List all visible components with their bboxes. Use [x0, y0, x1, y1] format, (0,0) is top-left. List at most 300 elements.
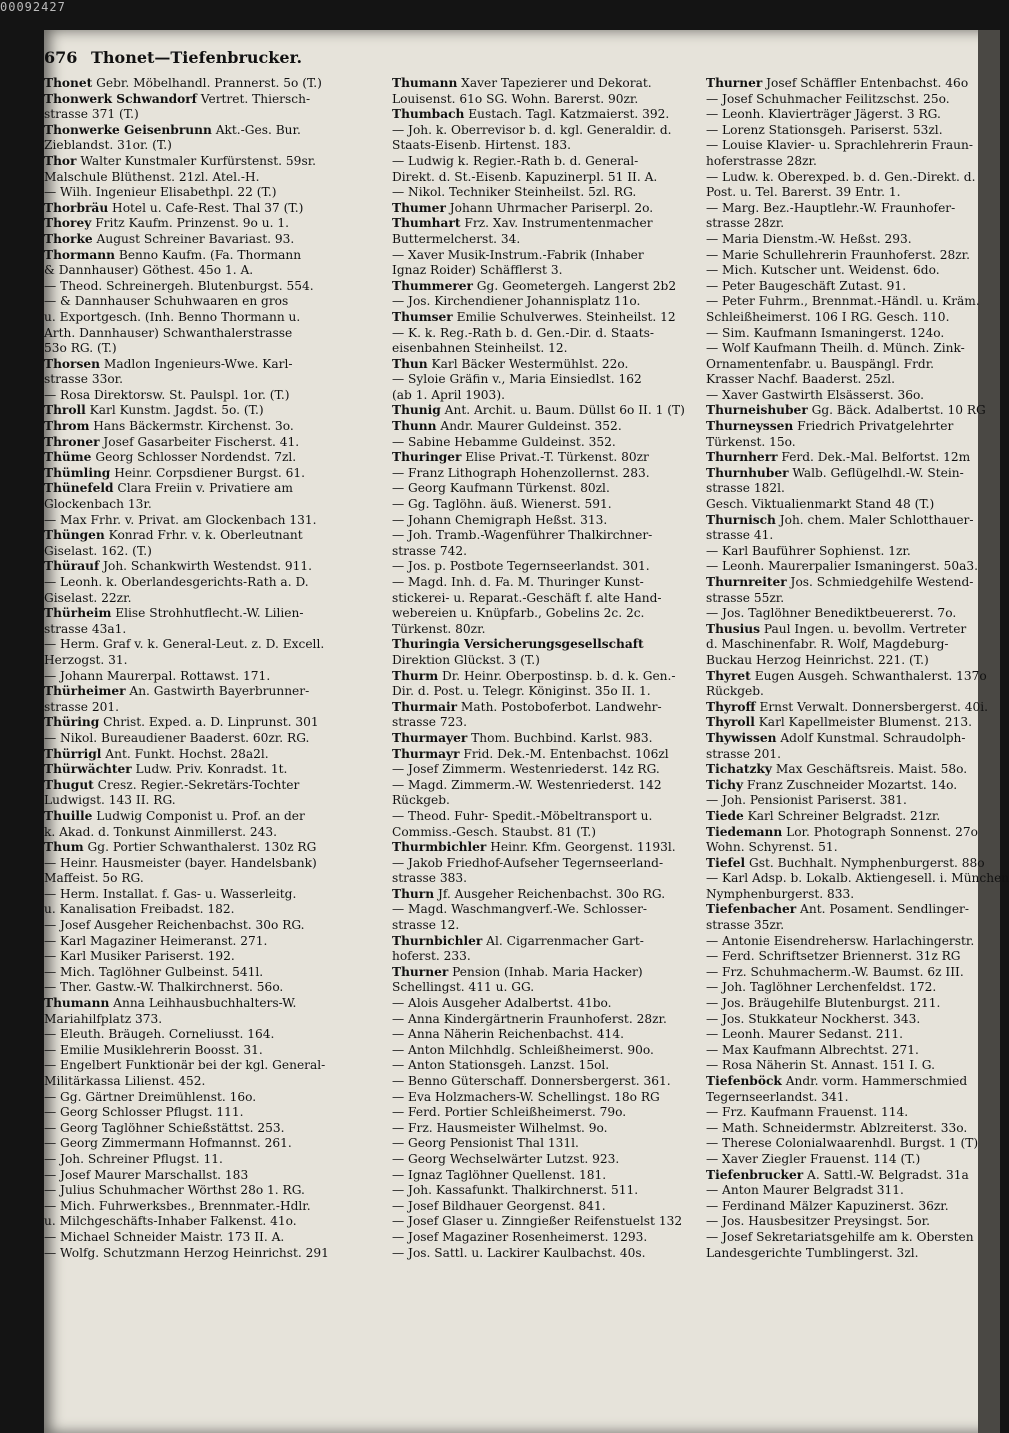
entry-text: eisenbahnen Steinheilst. 12.: [392, 341, 568, 356]
book-edge: [978, 30, 1000, 1433]
directory-line: [706, 107, 964, 123]
directory-line: [44, 216, 384, 232]
directory-line: [392, 263, 700, 279]
directory-line: [392, 107, 700, 123]
entry-text: — Max Frhr. v. Privat. am Glockenbach 131.: [44, 512, 317, 527]
directory-line: [706, 559, 979, 575]
entry-text: Karl Schreiner Belgradst. 21zr.: [743, 808, 941, 823]
directory-line: [44, 606, 384, 622]
directory-line: [44, 232, 384, 248]
directory-line: [706, 949, 964, 965]
directory-line: [706, 1074, 968, 1090]
entry-text: u. Milchgeschäfts-Inhaber Falkenst. 41o.: [44, 1214, 297, 1229]
directory-line: [44, 1105, 384, 1121]
directory-line: [392, 762, 700, 778]
directory-line: [44, 700, 384, 716]
directory-line: [706, 294, 980, 310]
directory-line: [392, 92, 700, 108]
directory-line: [392, 1230, 700, 1246]
directory-line: [706, 201, 964, 217]
entry-surname: Thumbach: [392, 107, 465, 122]
entry-surname: Thurnhuber: [706, 465, 789, 480]
directory-line: [392, 513, 700, 529]
entry-text: Zieblandst. 31or. (T.): [44, 138, 172, 153]
directory-line: [392, 809, 700, 825]
entry-surname: Thurnherr: [706, 450, 778, 465]
directory-line: [392, 357, 700, 373]
directory-line: [392, 419, 700, 435]
directory-line: [392, 435, 700, 451]
entry-text: — & Dannhauser Schuhwaaren en gros: [44, 294, 289, 309]
entry-surname: Thunig: [392, 403, 441, 418]
entry-surname: Thurnisch: [706, 512, 776, 527]
directory-line: [44, 435, 384, 451]
directory-line: [44, 1168, 384, 1184]
entry-surname: Thorbräu: [44, 200, 109, 215]
entry-text: — Joh. Schreiner Pflugst. 11.: [44, 1151, 223, 1166]
entry-surname: Thurner: [392, 964, 449, 979]
entry-text: — Georg Taglöhner Schießstättst. 253.: [44, 1120, 285, 1135]
entry-text: & Dannhauser) Göthest. 45o 1. A.: [44, 263, 254, 278]
directory-line: [706, 403, 986, 419]
directory-line: [392, 825, 700, 841]
directory-line: [706, 326, 964, 342]
directory-line: [392, 715, 700, 731]
entry-text: Dr. Heinr. Oberpostinsp. b. d. k. Gen.-: [438, 668, 676, 683]
entry-text: strasse 28zr.: [706, 216, 785, 231]
entry-text: A. Sattl.-W. Belgradst. 31a: [803, 1167, 969, 1182]
directory-line: [706, 778, 964, 794]
entry-text: — Georg Pensionist Thal 131l.: [392, 1136, 579, 1151]
entry-surname: Thürauf: [44, 559, 100, 574]
directory-line: [44, 1214, 384, 1230]
directory-line: [706, 1152, 964, 1168]
entry-surname: Thurn: [392, 886, 435, 901]
entry-surname: Thumann: [44, 996, 110, 1011]
entry-text: — Anna Näherin Reichenbachst. 414.: [392, 1027, 624, 1042]
entry-text: Gst. Buchhalt. Nymphenburgerst. 88o: [745, 855, 985, 870]
directory-line: [706, 668, 987, 685]
directory-line: [392, 856, 700, 872]
entry-text: Direkt. d. St.-Eisenb. Kapuzinerpl. 51 II. A.: [392, 169, 658, 184]
directory-line: [706, 1090, 964, 1106]
page-number: 676: [44, 48, 78, 67]
entry-text: Ignaz Roider) Schäfflerst 3.: [392, 263, 563, 278]
directory-line: [392, 450, 700, 466]
directory-line: [44, 949, 384, 965]
directory-line: [392, 372, 700, 388]
entry-surname: Tiefel: [706, 855, 746, 870]
entry-text: Ludwigst. 143 II. RG.: [44, 793, 176, 808]
directory-line: [392, 1090, 700, 1106]
entry-text: Lor. Photograph Sonnenst. 27o: [782, 824, 979, 839]
entry-text: — Josef Sekretariatsgehilfe am k. Obersten: [706, 1229, 974, 1244]
directory-line: [44, 403, 384, 419]
directory-line: [392, 528, 700, 544]
directory-line: [44, 793, 384, 809]
entry-text: Josef Gasarbeiter Fischerst. 41.: [99, 434, 300, 449]
directory-line: [392, 1214, 700, 1230]
directory-line: [392, 1152, 700, 1168]
entry-text: — Ludwig k. Regier.-Rath b. d. General-: [392, 153, 639, 168]
directory-line: [392, 887, 700, 903]
directory-line: [44, 591, 384, 607]
entry-text: — Nikol. Bureaudiener Baaderst. 60zr. RG.: [44, 730, 310, 745]
entry-text: — Nikol. Techniker Steinheilst. 5zl. RG.: [392, 185, 637, 200]
directory-line: [44, 980, 384, 996]
entry-text: Rückgeb.: [706, 684, 764, 699]
directory-line: [706, 1136, 979, 1152]
directory-line: [706, 653, 964, 669]
entry-text: Landesgerichte Tumblingerst. 3zl.: [706, 1245, 919, 1260]
entry-text: Schellingst. 411 u. GG.: [392, 980, 535, 995]
entry-text: — Johann Maurerpal. Rottawst. 171.: [44, 668, 271, 683]
entry-surname: Thugut: [44, 777, 94, 792]
entry-text: — Mich. Taglöhner Gulbeinst. 541l.: [44, 964, 264, 979]
entry-text: — Marg. Bez.-Hauptlehr.-W. Fraunhofer-: [706, 200, 956, 215]
directory-line: [44, 715, 384, 731]
entry-text: Gebr. Möbelhandl. Prannerst. 5o (T.): [92, 76, 322, 90]
directory-line: [44, 1058, 384, 1074]
directory-line: [392, 326, 700, 342]
entry-text: Nymphenburgerst. 833.: [706, 886, 855, 901]
running-title: Thonet—Tiefenbrucker.: [90, 48, 303, 67]
directory-line: [706, 621, 967, 638]
directory-line: [706, 855, 985, 872]
entry-text: — Magd. Waschmangverf.-We. Schlosser-: [392, 902, 648, 917]
directory-line: [706, 715, 972, 731]
entry-text: — Karl Magaziner Heimeranst. 271.: [44, 933, 268, 948]
entry-text: — Magd. Zimmerm.-W. Westenriederst. 142: [392, 777, 662, 792]
entry-surname: Thurmbichler: [392, 840, 487, 855]
directory-line: [44, 653, 384, 669]
entry-text: Gg. Portier Schwanthalerst. 130z RG: [83, 840, 317, 855]
entry-text: — Joh. Taglöhner Lerchenfeldst. 172.: [706, 980, 937, 995]
directory-line: [392, 1121, 700, 1137]
directory-line: [706, 138, 973, 154]
entry-text: Glockenbach 13r.: [44, 497, 152, 512]
entry-text: — Josef Maurer Marschallst. 183: [44, 1167, 249, 1182]
entry-text: Dir. d. Post. u. Telegr. Königinst. 35o II. 1.: [392, 684, 651, 699]
entry-text: Walb. Geflügelhdl.-W. Stein-: [788, 465, 964, 480]
directory-line: [44, 747, 384, 763]
entry-surname: Thurner: [706, 76, 763, 90]
entry-surname: Thormann: [44, 247, 115, 262]
directory-line: [44, 481, 384, 497]
directory-line: [392, 591, 700, 607]
directory-line: [706, 481, 964, 497]
entry-surname: Thonwerk Schwandorf: [44, 91, 197, 106]
directory-line: [392, 949, 700, 965]
entry-text: — Jakob Friedhof-Aufseher Tegernseerland-: [392, 855, 664, 870]
entry-text: — Frz. Kaufmann Frauenst. 114.: [706, 1105, 909, 1120]
directory-line: [706, 762, 968, 778]
entry-text: Staats-Eisenb. Hirtenst. 183.: [392, 138, 572, 153]
directory-line: [392, 388, 700, 404]
entry-surname: Thum: [44, 840, 84, 855]
directory-line: [44, 934, 384, 950]
directory-line: [706, 357, 964, 373]
directory-line: [392, 341, 700, 357]
directory-line: [706, 747, 964, 763]
entry-text: — Joh. k. Oberrevisor b. d. kgl. Generaldir. d.: [392, 122, 672, 137]
entry-text: Arth. Dannhauser) Schwanthalerstrasse: [44, 325, 293, 340]
entry-text: — Anton Maurer Belgradst 311.: [706, 1183, 904, 1198]
directory-line: [706, 435, 964, 451]
entry-text: Elise Strohhutflecht.-W. Lilien-: [111, 606, 304, 621]
entry-text: Giselast. 22zr.: [44, 590, 132, 605]
directory-line: [706, 840, 964, 856]
entry-surname: Thurmair: [392, 699, 458, 714]
directory-line: [706, 279, 964, 295]
entry-text: Ant. Funkt. Hochst. 28a2l.: [101, 746, 269, 761]
directory-line: [44, 450, 384, 466]
entry-text: hoferstrasse 28zr.: [706, 153, 817, 168]
entry-text: Jos. Schmiedgehilfe Westend-: [786, 575, 974, 589]
entry-surname: Throner: [44, 434, 100, 449]
entry-text: — Anna Kindergärtnerin Fraunhoferst. 28zr.: [392, 1011, 667, 1026]
entry-text: — Jos. Kirchendiener Johannisplatz 11o.: [392, 294, 641, 309]
directory-line: [392, 840, 700, 856]
directory-line: [706, 575, 974, 591]
entry-text: Militärkassa Lilienst. 452.: [44, 1074, 206, 1088]
entry-text: Thom. Buchbind. Karlst. 983.: [467, 730, 653, 745]
entry-text: — Peter Fuhrm., Brennmat.-Händl. u. Kräm.: [706, 294, 980, 309]
directory-line: [392, 76, 700, 92]
entry-surname: Thumser: [392, 309, 453, 324]
entry-text: Joh. chem. Maler Schlotthauer-: [775, 512, 974, 527]
directory-line: [392, 1199, 700, 1215]
entry-text: — Mich. Kutscher unt. Weidenst. 6do.: [706, 263, 940, 278]
entry-surname: Thummerer: [392, 278, 473, 293]
directory-line: [44, 1183, 384, 1199]
directory-line: [44, 513, 384, 529]
directory-line: [392, 544, 700, 560]
entry-text: Max Geschäftsreis. Maist. 58o.: [771, 762, 968, 777]
directory-line: [392, 871, 700, 887]
directory-line: [44, 138, 384, 154]
directory-line: [44, 154, 384, 170]
directory-line: [706, 1120, 968, 1137]
entry-surname: Thor: [44, 153, 77, 168]
entry-text: Pension (Inhab. Maria Hacker): [448, 964, 643, 979]
entry-surname: Tiede: [706, 808, 744, 823]
entry-surname: Thüring: [44, 715, 100, 730]
directory-line: [44, 902, 384, 918]
directory-line: [392, 279, 700, 295]
directory-line: [392, 1136, 700, 1152]
entry-text: Buttermelcherst. 34.: [392, 231, 521, 246]
entry-text: Xaver Tapezierer und Dekorat.: [457, 76, 652, 90]
entry-text: Fritz Kaufm. Prinzenst. 9o u. 1.: [91, 216, 289, 231]
entry-text: — Benno Güterschaff. Donnersbergerst. 361.: [392, 1074, 671, 1088]
entry-text: strasse 33or.: [44, 372, 124, 387]
entry-text: Rückgeb.: [392, 793, 450, 808]
entry-text: — Josef Zimmerm. Westenriederst. 14z RG.: [392, 762, 660, 777]
entry-text: — Ferd. Portier Schleißheimerst. 79o.: [392, 1105, 627, 1120]
entry-surname: Thurmayr: [392, 746, 460, 761]
entry-text: Johann Uhrmacher Pariserpl. 2o.: [445, 200, 654, 215]
entry-text: — Rosa Näherin St. Annast. 151 I. G.: [706, 1058, 935, 1073]
directory-line: [392, 731, 700, 747]
entry-text: — Ignaz Taglöhner Quellenst. 181.: [392, 1167, 607, 1182]
entry-text: — Theod. Fuhr- Spedit.-Möbeltransport u.: [392, 808, 653, 823]
entry-text: — Jos. Stukkateur Nockherst. 343.: [706, 1011, 921, 1026]
directory-line: [44, 731, 384, 747]
entry-text: strasse 55zr.: [706, 590, 785, 605]
entry-text: hoferst. 233.: [392, 949, 471, 964]
directory-line: [392, 902, 700, 918]
entry-text: Emilie Schulverwes. Steinheilst. 12: [452, 309, 676, 324]
directory-line: [44, 1246, 384, 1262]
entry-text: Konrad Frhr. v. k. Oberleutnant: [104, 528, 303, 543]
entry-text: Ant. Posament. Sendlinger-: [796, 902, 970, 917]
directory-line: [44, 528, 384, 544]
directory-line: [44, 1230, 384, 1246]
directory-line: [392, 232, 700, 248]
entry-surname: Thürheim: [44, 606, 112, 621]
directory-line: [392, 497, 700, 513]
entry-text: Ant. Archit. u. Baum. Düllst 6o II. 1 (T): [440, 403, 685, 418]
directory-line: [706, 1012, 964, 1028]
directory-line: [392, 466, 700, 482]
entry-text: Heinr. Kfm. Georgenst. 1193l.: [486, 840, 676, 855]
directory-line: [392, 778, 700, 794]
directory-line: [706, 169, 976, 186]
directory-line: [706, 1105, 964, 1121]
entry-text: — Eva Holzmachers-W. Schellingst. 18o RG: [392, 1089, 660, 1104]
entry-text: — Jos. Taglöhner Benediktbeuererst. 7o.: [706, 606, 957, 621]
entry-text: — Leonh. Maurer Sedanst. 211.: [706, 1027, 903, 1042]
entry-text: strasse 35zr.: [706, 918, 785, 933]
entry-text: — Herm. Graf v. k. General-Leut. z. D. Excell.: [44, 637, 325, 652]
directory-line: [44, 1012, 384, 1028]
entry-surname: Thuringer: [392, 450, 462, 465]
entry-text: Cresz. Regier.-Sekretärs-Tochter: [93, 777, 300, 792]
entry-text: Ornamentenfabr. u. Bauspängl. Frdr.: [706, 356, 935, 371]
entry-text: Friedrich Privatgelehrter: [793, 419, 954, 434]
entry-text: — K. k. Reg.-Rath b. d. Gen.-Dir. d. Staats-: [392, 325, 654, 340]
entry-text: — Ferdinand Mälzer Kapuzinerst. 36zr.: [706, 1198, 949, 1213]
directory-line: [706, 684, 964, 700]
entry-text: strasse 201.: [706, 746, 781, 761]
entry-text: Joh. Schankwirth Westendst. 911.: [99, 559, 313, 574]
entry-text: — Karl Adsp. b. Lokalb. Aktiengesell. i. München: [706, 871, 1009, 886]
entry-text: — Engelbert Funktionär bei der kgl. General-: [44, 1058, 326, 1073]
directory-line: [392, 201, 700, 217]
directory-line: [706, 731, 964, 747]
entry-text: August Schreiner Bavariast. 93.: [92, 231, 295, 246]
directory-line: [392, 793, 700, 809]
entry-text: strasse 723.: [392, 715, 467, 730]
entry-text: — Karl Bauführer Sophienst. 1zr.: [706, 543, 911, 558]
entry-text: Georg Schlosser Nordendst. 7zl.: [91, 450, 297, 465]
directory-line: [706, 154, 964, 170]
directory-line: [706, 528, 964, 544]
directory-line: [706, 512, 974, 529]
directory-line: [44, 123, 384, 139]
directory-line: [706, 793, 964, 809]
directory-line: [392, 216, 700, 232]
directory-line: [392, 185, 700, 201]
directory-line: [44, 466, 384, 482]
directory-line: [44, 310, 384, 326]
entry-text: — Antonie Eisendrehersw. Harlachingerstr.: [706, 933, 975, 948]
directory-line: [706, 887, 964, 903]
directory-line: [392, 1012, 700, 1028]
entry-surname: Thyroll: [706, 715, 755, 730]
directory-line: [44, 388, 384, 404]
entry-text: — Anton Stationsgeh. Lanzst. 15ol.: [392, 1058, 610, 1073]
directory-line: [44, 544, 384, 560]
entry-text: — Karl Musiker Pariserst. 192.: [44, 949, 235, 964]
directory-line: [392, 1183, 700, 1199]
entry-surname: Thürwächter: [44, 762, 132, 777]
entry-text: — Julius Schuhmacher Wörthst 28o 1. RG.: [44, 1183, 305, 1198]
entry-text: — Jos. p. Postbote Tegernseerlandst. 301.: [392, 559, 650, 574]
entry-text: — Gg. Taglöhn. äuß. Wienerst. 591.: [392, 497, 612, 512]
entry-surname: Tiefenbrucker: [706, 1167, 804, 1182]
entry-text: — Ludw. k. Oberexped. b. d. Gen.-Direkt. d.: [706, 169, 976, 184]
entry-surname: Thürheimer: [44, 684, 126, 699]
directory-line: [392, 1043, 700, 1059]
directory-line: [392, 294, 700, 310]
entry-text: — Frz. Schuhmacherm.-W. Baumst. 6z III.: [706, 964, 964, 979]
directory-line: [706, 466, 964, 482]
entry-text: — Josef Schuhmacher Feilitzschst. 25o.: [706, 91, 950, 106]
entry-text: — Johann Chemigraph Heßst. 313.: [392, 512, 608, 527]
directory-line: [706, 388, 964, 404]
directory-line: [392, 700, 700, 716]
entry-text: — Frz. Hausmeister Wilhelmst. 9o.: [392, 1120, 608, 1135]
entry-surname: Thürrigl: [44, 746, 102, 761]
directory-line: [392, 154, 700, 170]
directory-line: [706, 310, 964, 326]
entry-surname: Tiefenböck: [706, 1074, 782, 1088]
entry-text: Eugen Ausgeh. Schwanthalerst. 137o: [750, 668, 987, 683]
directory-line: [706, 216, 964, 232]
entry-text: — Wolf Kaufmann Theilh. d. Münch. Zink-: [706, 341, 965, 356]
entry-text: Hans Bäckermstr. Kirchenst. 3o.: [89, 419, 294, 434]
directory-line: [44, 1136, 384, 1152]
directory-line: [44, 809, 384, 825]
directory-line: [706, 497, 964, 513]
entry-text: — Josef Bildhauer Georgenst. 841.: [392, 1198, 606, 1213]
entry-text: Hotel u. Cafe-Rest. Thal 37 (T.): [108, 200, 304, 215]
directory-line: [706, 263, 964, 279]
entry-text: u. Kanalisation Freibadst. 182.: [44, 902, 235, 917]
directory-line: [392, 934, 700, 950]
entry-text: Wohn. Schyrenst. 51.: [706, 840, 838, 855]
directory-line: [706, 809, 964, 825]
directory-line: [706, 1183, 964, 1199]
entry-text: — Leonh. k. Oberlandesgerichts-Rath a. D.: [44, 575, 309, 589]
entry-text: — Therese Colonialwaarenhdl. Burgst. 1 (T): [706, 1136, 979, 1151]
directory-line: [44, 341, 384, 357]
directory-line: [392, 559, 700, 575]
entry-text: stickerei- u. Reparat.-Geschäft f. alte Hand-: [392, 590, 662, 605]
entry-text: d. Maschinenfabr. R. Wolf, Magdeburg-: [706, 637, 949, 652]
entry-text: An. Gastwirth Bayerbrunner-: [125, 684, 310, 699]
directory-line: [392, 575, 700, 591]
directory-line: [706, 76, 969, 92]
directory-line: [706, 918, 964, 934]
archive-stamp: 00092427: [0, 0, 66, 14]
entry-text: Ernst Verwalt. Donnersbergerst. 40i.: [755, 699, 988, 714]
entry-text: — Lorenz Stationsgeh. Pariserst. 53zl.: [706, 122, 943, 137]
directory-line: [392, 248, 700, 264]
entry-surname: Thurneyssen: [706, 419, 794, 434]
